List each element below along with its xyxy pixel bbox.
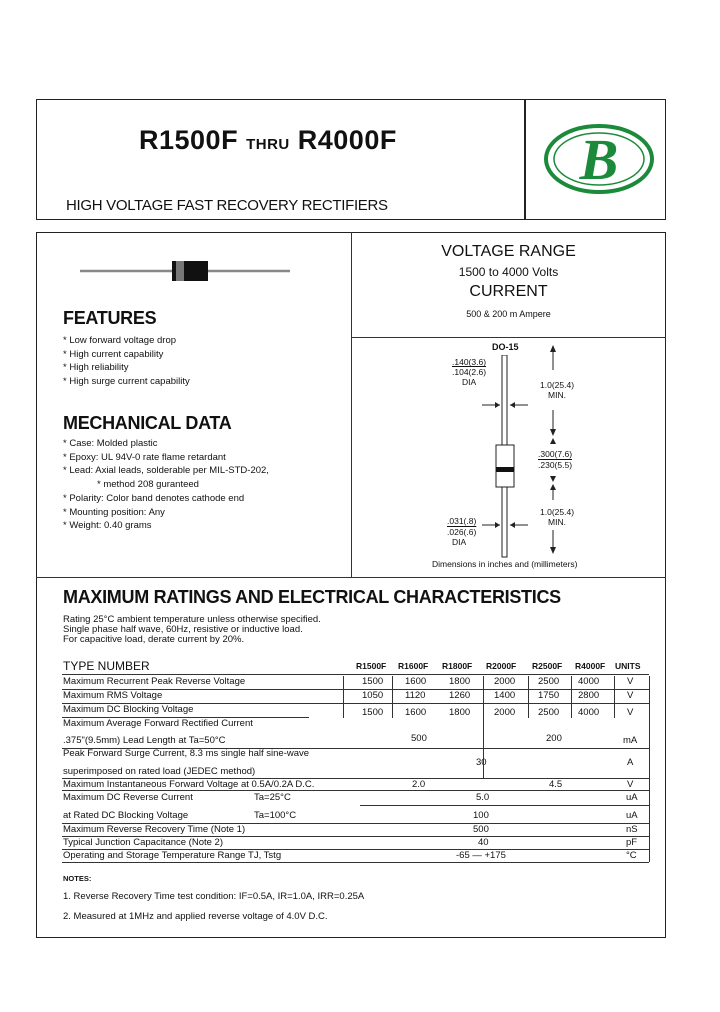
row-label: Maximum Instantaneous Forward Voltage at 0.5A/0.2A D.C. — [63, 779, 315, 790]
row-label: .375"(9.5mm) Lead Length at Ta=50°C — [63, 735, 226, 746]
type-number-header: TYPE NUMBER — [63, 659, 150, 673]
col-divider — [392, 676, 393, 718]
mechanical-title: MECHANICAL DATA — [63, 413, 232, 433]
lead-dia-bot: .104(2.6) — [452, 367, 487, 377]
col-divider — [483, 676, 484, 779]
list-item: * Polarity: Color band denotes cathode end — [63, 492, 269, 506]
row-label: at Rated DC Blocking Voltage — [63, 810, 189, 821]
table-row — [62, 792, 649, 804]
table-row — [62, 676, 649, 688]
table-row — [62, 837, 649, 849]
features-title: FEATURES — [63, 308, 157, 328]
table-row — [62, 757, 649, 777]
wire-dia-label: DIA — [452, 537, 467, 547]
col-header: R1500F — [356, 661, 387, 671]
row-divider — [360, 805, 649, 806]
col-header: R2500F — [532, 661, 563, 671]
row-label: Maximum RMS Voltage — [63, 690, 163, 701]
cell: 500 — [473, 824, 489, 835]
lead-length-min-2: MIN. — [548, 517, 566, 527]
cell: 200 — [546, 733, 562, 744]
current-value: 500 & 200 m Ampere — [466, 309, 551, 319]
cell: 30 — [476, 757, 487, 768]
cell: 1050 — [362, 690, 384, 701]
row-label: Operating and Storage Temperature Range TJ, Tstg — [63, 850, 282, 861]
cell: 4000 — [578, 707, 600, 718]
row-label: Maximum Reverse Recovery Time (Note 1) — [63, 824, 246, 835]
svg-text:B: B — [579, 127, 619, 192]
cell: 1500 — [362, 707, 384, 718]
list-item: * Low forward voltage drop — [63, 334, 190, 348]
current-label: CURRENT — [469, 283, 548, 300]
col-divider — [571, 676, 572, 718]
condition-cell: Ta=25°C — [254, 792, 291, 803]
notes-title: NOTES: — [63, 874, 92, 883]
cell: 100 — [473, 810, 489, 821]
lead-dia-label: DIA — [462, 377, 477, 387]
unit-cell: uA — [626, 810, 638, 821]
row-label: Maximum Recurrent Peak Reverse Voltage — [63, 676, 246, 687]
cell: 1600 — [405, 676, 427, 687]
features-list — [63, 334, 190, 389]
note-1: 1. Reverse Recovery Time test condition: IF=0.5A, IR=1.0A, IRR=0.25A — [63, 891, 365, 902]
col-header: R1800F — [442, 661, 473, 671]
cell: 1400 — [494, 690, 516, 701]
unit-cell: V — [627, 779, 634, 790]
row-divider — [62, 862, 649, 863]
voltage-range-label: VOLTAGE RANGE — [441, 243, 576, 260]
table-header-row — [62, 659, 649, 671]
cell: 40 — [478, 837, 489, 848]
unit-cell: nS — [626, 824, 638, 835]
row-divider — [62, 674, 649, 675]
table-row — [62, 810, 649, 822]
cell: 4000 — [578, 676, 600, 687]
row-label: Typical Junction Capacitance (Note 2) — [63, 837, 223, 848]
unit-cell: A — [627, 757, 634, 768]
cell: 2800 — [578, 690, 600, 701]
row-label: Maximum DC Reverse Current — [63, 792, 193, 803]
unit-cell: V — [627, 690, 634, 701]
page-subtitle: HIGH VOLTAGE FAST RECOVERY RECTIFIERS — [66, 197, 388, 214]
cell: -65 — +175 — [456, 850, 506, 861]
unit-cell: pF — [626, 837, 638, 848]
rating-note-1: Rating 25°C ambient temperature unless otherwise specified. — [63, 614, 321, 625]
body-length-bot: .230(5.5) — [538, 460, 573, 470]
col-header: R4000F — [575, 661, 606, 671]
cell: 1500 — [362, 676, 384, 687]
list-item: * High current capability — [63, 348, 190, 362]
lead-length-2: 1.0(25.4) — [540, 507, 575, 517]
table-row — [62, 718, 649, 730]
part-to: R4000F — [297, 125, 397, 155]
table-row — [62, 824, 649, 836]
unit-cell: °C — [626, 850, 637, 861]
unit-cell: V — [627, 707, 634, 718]
list-item: * Lead: Axial leads, solderable per MIL-STD-202, — [63, 464, 269, 478]
lead-length-min: MIN. — [548, 390, 566, 400]
table-row — [62, 850, 649, 862]
wire-dia-top: .031(.8) — [447, 516, 477, 526]
body-length-top: .300(7.6) — [538, 449, 573, 459]
list-item: * Weight: 0.40 grams — [63, 519, 269, 533]
thru-label: THRU — [246, 136, 290, 153]
spec-divider — [351, 337, 666, 338]
cell: 2000 — [494, 676, 516, 687]
table-row — [62, 735, 649, 747]
list-item: * High reliability — [63, 361, 190, 375]
col-header: R2000F — [486, 661, 517, 671]
part-title — [139, 125, 397, 156]
brand-logo — [543, 123, 655, 200]
units-header: UNITS — [615, 661, 641, 671]
row-label: Peak Forward Surge Current, 8.3 ms single half sine-wave — [63, 748, 310, 759]
cell: 2000 — [494, 707, 516, 718]
note-2: 2. Measured at 1MHz and applied reverse voltage of 4.0V D.C. — [63, 911, 328, 922]
lead-length: 1.0(25.4) — [540, 380, 575, 390]
cell: 5.0 — [476, 792, 490, 803]
row-label: Maximum Average Forward Rectified Current — [63, 718, 253, 729]
package-name: DO-15 — [492, 342, 519, 352]
cell: 2500 — [538, 676, 560, 687]
unit-cell: mA — [623, 735, 638, 746]
list-item: * High surge current capability — [63, 375, 190, 389]
condition-cell: Ta=100°C — [254, 810, 297, 821]
cell: 1120 — [405, 690, 426, 701]
cell: 1260 — [449, 690, 471, 701]
col-divider — [528, 676, 529, 718]
col-divider — [649, 676, 650, 862]
cell: 1750 — [538, 690, 560, 701]
section-divider — [36, 577, 666, 578]
dimensions-note: Dimensions in inches and (millimeters) — [432, 559, 578, 569]
list-item: * Mounting position: Any — [63, 506, 269, 520]
part-from: R1500F — [139, 125, 239, 155]
table-row — [62, 690, 649, 702]
row-label: superimposed on rated load (JEDEC method) — [63, 766, 256, 777]
diode-illustration-icon — [80, 260, 290, 287]
mechanical-list — [63, 437, 269, 533]
package-outline-diagram — [470, 355, 540, 565]
wire-dia-bot: .026(.6) — [447, 527, 477, 537]
col-divider — [614, 676, 615, 718]
list-item: * Case: Molded plastic — [63, 437, 269, 451]
cell: 1800 — [449, 707, 471, 718]
cell: 2.0 — [412, 779, 426, 790]
row-divider — [62, 790, 649, 791]
table-row — [62, 704, 649, 716]
col-divider — [343, 676, 344, 718]
unit-cell: V — [627, 676, 634, 687]
table-row — [62, 748, 649, 760]
cell: 4.5 — [549, 779, 563, 790]
lead-continued: method 208 guranteed — [103, 479, 199, 491]
list-item-continued — [63, 478, 269, 492]
cell: 2500 — [538, 707, 560, 718]
col-header: R1600F — [398, 661, 429, 671]
rating-note-3: For capacitive load, derate current by 20%. — [63, 634, 245, 645]
lead-dia-top: .140(3.6) — [452, 357, 487, 367]
cell: 500 — [411, 733, 427, 744]
cell: 1800 — [449, 676, 471, 687]
ratings-title: MAXIMUM RATINGS AND ELECTRICAL CHARACTERISTICS — [63, 587, 561, 607]
cell: 1600 — [405, 707, 427, 718]
row-label: Maximum DC Blocking Voltage — [63, 704, 194, 715]
voltage-range-value: 1500 to 4000 Volts — [458, 265, 559, 279]
unit-cell: uA — [626, 792, 638, 803]
list-item: * Epoxy: UL 94V-0 rate flame retardant — [63, 451, 269, 465]
rating-note-2: Single phase half wave, 60Hz, resistive or inductive load. — [63, 624, 303, 635]
